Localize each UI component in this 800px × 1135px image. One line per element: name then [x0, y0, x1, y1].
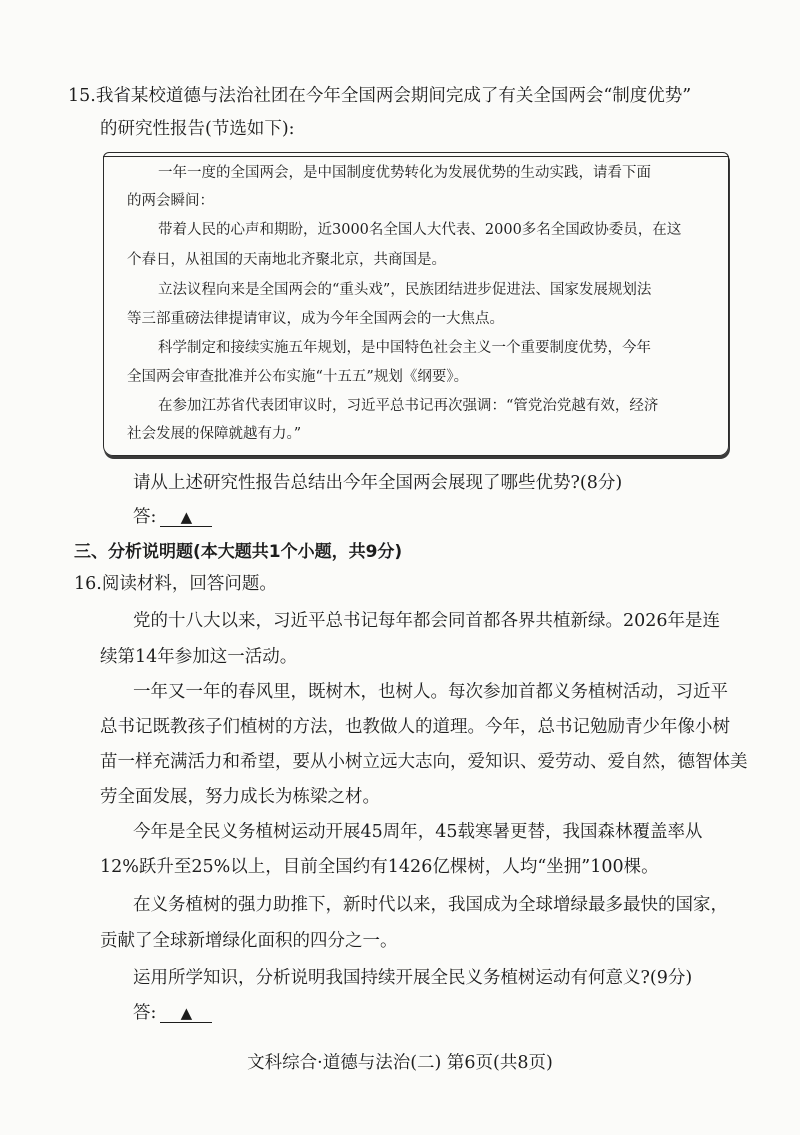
answer-label: 答: [133, 507, 157, 527]
answer-blank[interactable]: ▲ [160, 508, 212, 527]
material-line: 今年是全民义务植树运动开展45周年，45载寒暑更替，我国森林覆盖率从 [133, 822, 703, 842]
report-line: 立法议程向来是全国两会的“重头戏”，民族团结进步促进法、国家发展规划法 [158, 282, 652, 298]
q16-answer [133, 1001, 212, 1025]
q16-question: 运用所学知识，分析说明我国持续开展全民义务植树运动有何意义?(9分) [133, 968, 693, 988]
material-line: 党的十八大以来，习近平总书记每年都会同首都各界共植新绿。2026年是连 [133, 611, 721, 631]
report-line: 在参加江苏省代表团审议时，习近平总书记再次强调：“管党治党越有效，经济 [158, 398, 659, 414]
report-line: 社会发展的保障就越有力。” [127, 426, 302, 442]
answer-blank[interactable]: ▲ [160, 1004, 212, 1023]
material-line: 一年又一年的春风里，既树木，也树人。每次参加首都义务植树活动，习近平 [133, 682, 728, 702]
answer-label: 答: [133, 1003, 157, 1023]
report-line: 等三部重磅法律提请审议，成为今年全国两会的一大焦点。 [127, 311, 504, 327]
material-line: 劳全面发展，努力成长为栋梁之材。 [100, 787, 380, 807]
q16-intro: 16.阅读材料，回答问题。 [74, 574, 277, 594]
material-line: 总书记既教孩子们植树的方法，也教做人的道理。今年，总书记勉励青少年像小树 [100, 717, 730, 737]
material-line: 在义务植树的强力助推下，新时代以来，我国成为全球增绿最多最快的国家， [133, 895, 728, 915]
section-heading: 三、分析说明题(本大题共1个小题，共9分) [74, 542, 403, 562]
q15-stem-line1: 15.我省某校道德与法治社团在今年全国两会期间完成了有关全国两会“制度优势” [68, 86, 692, 106]
report-line: 科学制定和接续实施五年规划，是中国特色社会主义一个重要制度优势，今年 [158, 340, 651, 356]
report-line: 的两会瞬间： [127, 193, 214, 209]
q15-answer [133, 505, 212, 529]
report-line: 个春日，从祖国的天南地北齐聚北京，共商国是。 [127, 252, 446, 268]
report-line: 带着人民的心声和期盼，近3000名全国人大代表、2000多名全国政协委员，在这 [158, 222, 682, 238]
material-line: 续第14年参加这一活动。 [100, 647, 298, 667]
material-line: 贡献了全球新增绿化面积的四分之一。 [100, 931, 398, 951]
q15-question: 请从上述研究性报告总结出今年全国两会展现了哪些优势?(8分) [133, 473, 623, 493]
report-line: 全国两会审查批准并公布实施“十五五”规划《纲要》。 [127, 369, 469, 385]
material-line: 苗一样充满活力和希望，要从小树立远大志向，爱知识、爱劳动、爱自然，德智体美 [100, 752, 748, 772]
page-footer: 文科综合·道德与法治(二) 第6页(共8页) [247, 1053, 553, 1073]
report-line: 一年一度的全国两会，是中国制度优势转化为发展优势的生动实践，请看下面 [158, 165, 651, 181]
q15-stem-line2: 的研究性报告(节选如下): [100, 119, 295, 139]
material-line: 12%跃升至25%以上，目前全国约有1426亿棵树，人均“坐拥”100棵。 [100, 857, 659, 877]
